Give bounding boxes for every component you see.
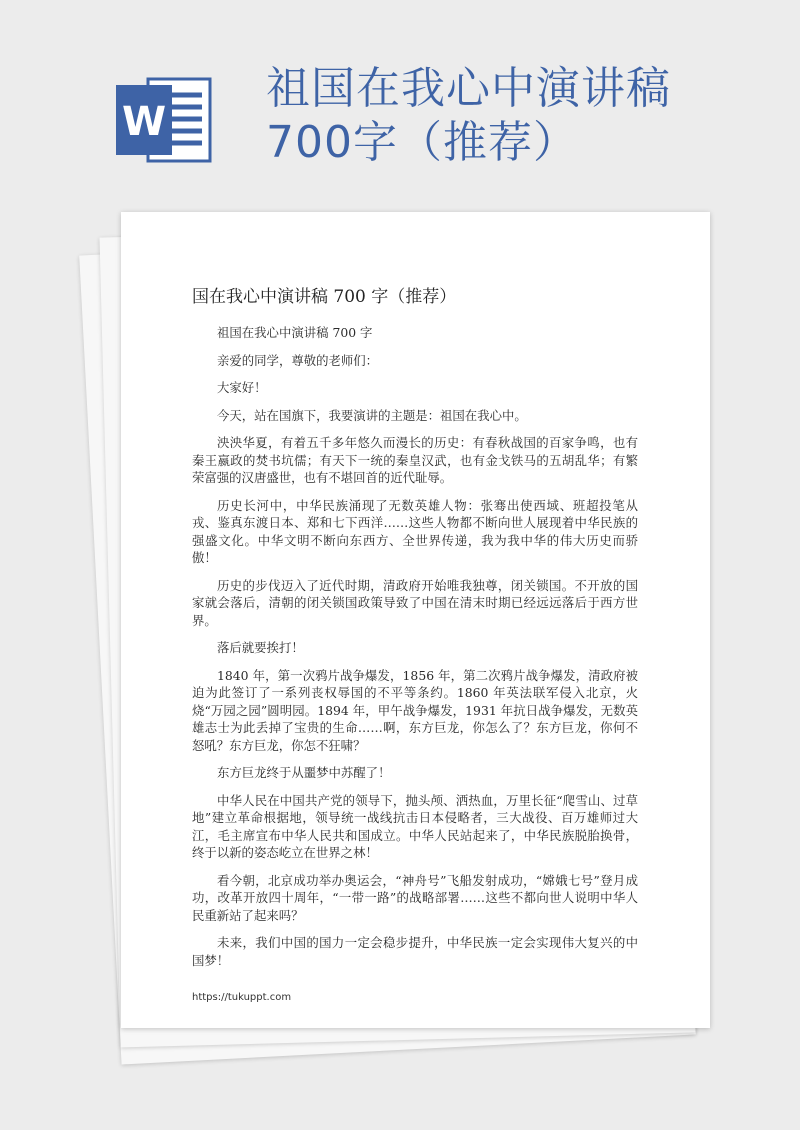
paragraph: 落后就要挨打！ xyxy=(217,640,304,655)
paragraph: 今天，站在国旗下，我要演讲的主题是：祖国在我心中。 xyxy=(217,407,527,423)
paragraph: 祖国在我心中演讲稿 700 字 xyxy=(217,325,373,340)
footer-url: https://tukuppt.com xyxy=(192,992,292,1003)
document-page xyxy=(121,212,710,1028)
paragraph: 未来，我们中国的国力一定会稳步提升，中华民族一定会实现伟大复兴的中国梦！ xyxy=(192,935,638,968)
paragraph: 历史长河中，中华民族涌现了无数英雄人物：张骞出使西域、班超投笔从戎、鉴真东渡日本、郑和七下西洋……这些人物都不断向世人展现着中华民族的强盛文化。中华文明不断向东西方、全世界传递，我为我中华的伟大历史而骄傲！ xyxy=(192,497,638,565)
paragraph: 历史的步伐迈入了近代时期，清政府开始唯我独尊，闭关锁国。不开放的国家就会落后，清朝的闭关锁国政策导致了中国在清末时期已经远远落后于西方世界。 xyxy=(192,577,638,628)
svg-text:W: W xyxy=(121,99,167,145)
header xyxy=(0,0,800,220)
paragraph: 中华人民在中国共产党的领导下，抛头颅、洒热血，万里长征“爬雪山、过草地”建立革命根据地，领导统一战线抗击日本侵略者，三大战役、百万雄师过大江，毛主席宣布中华人民共和国成立。中华人民站起来了，中华民族脱胎换骨，终于以新的姿态屹立在世界之林！ xyxy=(192,792,638,860)
paragraph: 东方巨龙终于从噩梦中苏醒了！ xyxy=(217,765,391,780)
page-title: 祖国在我心中演讲稿700字（推荐） xyxy=(266,63,671,168)
paragraph: 1840 年，第一次鸦片战争爆发，1856 年，第二次鸦片战争爆发，清政府被迫为此签订了一系列丧权辱国的不平等条约。1860 年英法联军侵入北京，火烧“万园之园”圆明园。1894 年，甲午战争爆发，1931 年抗日战争爆发，无数英雄志士为此丢掉了宝贵的生命……啊，东方巨龙，你怎么了？东方巨龙，你何不怒吼？东方巨龙，你怎不狂啸？ xyxy=(192,667,638,753)
paragraph: 泱泱华夏，有着五千多年悠久而漫长的历史：有春秋战国的百家争鸣，也有秦王嬴政的焚书坑儒；有天下一统的秦皇汉武，也有金戈铁马的五胡乱华；有繁荣富强的汉唐盛世，也有不堪回首的近代耻辱。 xyxy=(192,435,638,485)
paragraph: 亲爱的同学，尊敬的老师们： xyxy=(217,352,379,368)
document-body xyxy=(192,324,638,979)
paragraph: 大家好！ xyxy=(217,380,267,395)
document-heading: 国在我心中演讲稿 700 字（推荐） xyxy=(192,287,457,307)
paragraph: 看今朝，北京成功举办奥运会，“神舟号”飞船发射成功，“嫦娥七号”登月成功，改革开放四十周年，“一带一路”的战略部署……这些不都向世人说明中华人民重新站了起来吗？ xyxy=(192,872,638,923)
word-document-icon xyxy=(110,65,220,175)
